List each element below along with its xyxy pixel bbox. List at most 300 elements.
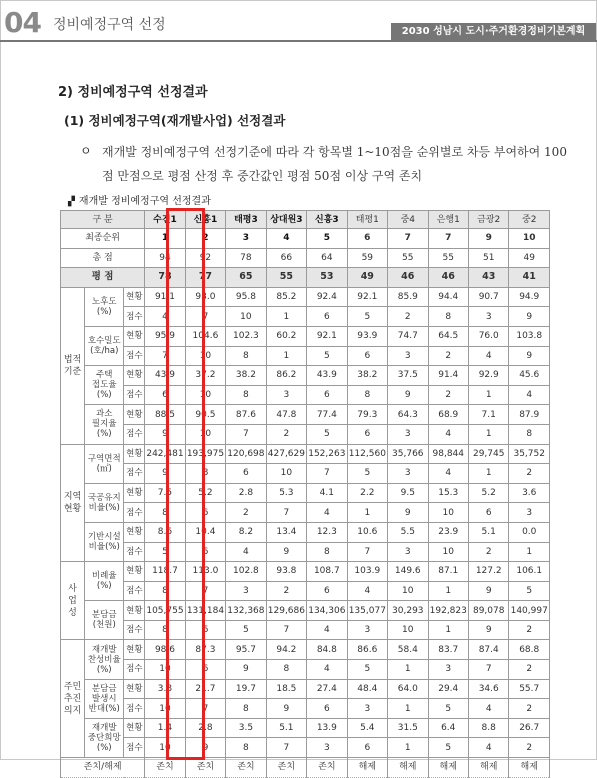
kind-label-cell: 현황 bbox=[124, 405, 145, 425]
table-cell: 1 bbox=[388, 738, 428, 758]
table-cell: 90.5 bbox=[185, 405, 225, 425]
table-cell: 3.6 bbox=[509, 483, 550, 503]
column-header-cell: 은행1 bbox=[428, 211, 468, 229]
table-cell: 5 bbox=[307, 229, 347, 249]
table-cell: 7 bbox=[388, 229, 428, 249]
table-cell: 9 bbox=[509, 346, 550, 366]
table-cell: 87.4 bbox=[468, 640, 508, 660]
table-cell: 77.4 bbox=[307, 405, 347, 425]
table-cell: 92.1 bbox=[307, 326, 347, 346]
table-cell: 2.8 bbox=[185, 718, 225, 738]
table-caption bbox=[68, 195, 211, 209]
table-cell: 8 bbox=[145, 620, 185, 640]
table-row bbox=[61, 620, 550, 640]
table-cell: 9 bbox=[145, 464, 185, 484]
table-cell: 6 bbox=[226, 464, 266, 484]
rank-row-label: 최종순위 bbox=[61, 229, 145, 249]
table-cell: 8.8 bbox=[468, 718, 508, 738]
column-header-cell: 신흥1 bbox=[185, 211, 225, 229]
item-label-cell: 재개발 찬성비율 (%) bbox=[85, 640, 124, 679]
item-label-cell: 재개발 중단희망 (%) bbox=[85, 718, 124, 757]
table-cell: 4 bbox=[307, 660, 347, 680]
table-cell: 6 bbox=[468, 503, 508, 523]
column-header-cell: 태평1 bbox=[347, 211, 387, 229]
table-cell: 3 bbox=[226, 229, 266, 249]
kind-label-cell: 점수 bbox=[124, 660, 145, 680]
kind-label-cell: 현황 bbox=[124, 718, 145, 738]
table-cell: 6.4 bbox=[428, 718, 468, 738]
table-cell: 4 bbox=[428, 424, 468, 444]
kind-label-cell: 현황 bbox=[124, 483, 145, 503]
table-cell: 106.1 bbox=[509, 562, 550, 582]
table-cell: 존치 bbox=[266, 758, 306, 778]
table-cell: 3 bbox=[388, 424, 428, 444]
table-cell: 6 bbox=[185, 503, 225, 523]
table-cell: 3 bbox=[388, 346, 428, 366]
table-cell: 1 bbox=[468, 464, 508, 484]
table-cell: 3 bbox=[428, 660, 468, 680]
table-cell: 7 bbox=[185, 699, 225, 719]
kind-label-cell: 점수 bbox=[124, 385, 145, 405]
table-cell: 8 bbox=[145, 503, 185, 523]
group-label-cell: 지역 현황 bbox=[61, 444, 85, 562]
table-cell: 6 bbox=[307, 385, 347, 405]
table-cell: 8 bbox=[145, 581, 185, 601]
table-cell: 76.0 bbox=[468, 326, 508, 346]
table-cell: 88.5 bbox=[145, 405, 185, 425]
table-cell: 10 bbox=[428, 542, 468, 562]
table-cell: 9 bbox=[266, 699, 306, 719]
table-cell: 21.7 bbox=[185, 679, 225, 699]
table-cell: 2.2 bbox=[347, 483, 387, 503]
table-cell: 7 bbox=[266, 620, 306, 640]
kind-label-cell: 현황 bbox=[124, 640, 145, 660]
table-cell: 55 bbox=[266, 268, 306, 288]
table-cell: 129,686 bbox=[266, 601, 306, 621]
table-cell: 6 bbox=[185, 620, 225, 640]
table-cell: 5 bbox=[307, 424, 347, 444]
table-cell: 10 bbox=[145, 738, 185, 758]
table-cell: 30,293 bbox=[388, 601, 428, 621]
table-cell: 34.6 bbox=[468, 679, 508, 699]
table-cell: 127.2 bbox=[468, 562, 508, 582]
score-total-row bbox=[61, 248, 550, 268]
table-cell: 37.5 bbox=[388, 366, 428, 386]
table-cell: 3 bbox=[266, 385, 306, 405]
table-cell: 38.2 bbox=[226, 366, 266, 386]
table-cell: 7.1 bbox=[468, 405, 508, 425]
table-cell: 10 bbox=[428, 503, 468, 523]
column-header-cell: 상대원3 bbox=[266, 211, 306, 229]
table-cell: 87.6 bbox=[226, 405, 266, 425]
table-cell: 193,975 bbox=[185, 444, 225, 464]
table-cell: 132,368 bbox=[226, 601, 266, 621]
column-header-cell: 태평3 bbox=[226, 211, 266, 229]
table-cell: 9 bbox=[145, 424, 185, 444]
table-row bbox=[61, 660, 550, 680]
table-cell: 10 bbox=[226, 307, 266, 327]
table-cell: 92 bbox=[185, 248, 225, 268]
table-cell: 10 bbox=[388, 620, 428, 640]
table-cell: 64.5 bbox=[428, 326, 468, 346]
table-cell: 2.8 bbox=[226, 483, 266, 503]
table-cell: 2 bbox=[509, 660, 550, 680]
table-cell: 5 bbox=[145, 542, 185, 562]
table-cell: 38.2 bbox=[347, 366, 387, 386]
table-cell: 8 bbox=[428, 307, 468, 327]
kind-label-cell: 현황 bbox=[124, 601, 145, 621]
table-cell: 1 bbox=[266, 307, 306, 327]
table-cell: 55.7 bbox=[509, 679, 550, 699]
kind-label-cell: 현황 bbox=[124, 562, 145, 582]
table-row bbox=[61, 483, 550, 503]
table-cell: 47.8 bbox=[266, 405, 306, 425]
table-cell: 6 bbox=[307, 581, 347, 601]
table-cell: 79.3 bbox=[347, 405, 387, 425]
table-cell: 1 bbox=[266, 346, 306, 366]
item-label-cell: 과소 필지율 (%) bbox=[85, 405, 124, 444]
table-cell: 102.8 bbox=[226, 562, 266, 582]
table-cell: 8 bbox=[226, 346, 266, 366]
table-cell: 존치 bbox=[307, 758, 347, 778]
table-cell: 8 bbox=[347, 385, 387, 405]
table-cell: 35,752 bbox=[509, 444, 550, 464]
table-cell: 8 bbox=[307, 542, 347, 562]
table-cell: 4 bbox=[226, 542, 266, 562]
table-cell: 105,755 bbox=[145, 601, 185, 621]
table-cell: 4 bbox=[468, 346, 508, 366]
table-cell: 2 bbox=[428, 385, 468, 405]
item-label-cell: 국공유지 비율(%) bbox=[85, 483, 124, 522]
table-cell: 3 bbox=[388, 542, 428, 562]
table-cell: 존치 bbox=[145, 758, 185, 778]
table-cell: 7 bbox=[468, 660, 508, 680]
table-row bbox=[61, 346, 550, 366]
table-cell: 19.7 bbox=[226, 679, 266, 699]
table-cell: 58.4 bbox=[388, 640, 428, 660]
table-row bbox=[61, 307, 550, 327]
group-label-cell: 사 업 성 bbox=[61, 562, 85, 640]
table-cell: 4 bbox=[347, 581, 387, 601]
item-label-cell: 분담금 발생시 반대(%) bbox=[85, 679, 124, 718]
table-row bbox=[61, 444, 550, 464]
table-cell: 존치 bbox=[226, 758, 266, 778]
corner-label-cell: 구 분 bbox=[61, 211, 145, 229]
table-cell: 108.7 bbox=[307, 562, 347, 582]
table-cell: 1 bbox=[347, 503, 387, 523]
table-cell: 51 bbox=[468, 248, 508, 268]
table-cell: 9 bbox=[388, 503, 428, 523]
table-cell: 87.1 bbox=[428, 562, 468, 582]
table-cell: 13.9 bbox=[307, 718, 347, 738]
kind-label-cell: 점수 bbox=[124, 699, 145, 719]
table-cell: 93.0 bbox=[185, 287, 225, 307]
table-cell: 해제 bbox=[347, 758, 387, 778]
table-cell: 2 bbox=[185, 229, 225, 249]
table-cell: 6 bbox=[347, 738, 387, 758]
table-cell: 2 bbox=[509, 620, 550, 640]
table-cell: 94.9 bbox=[509, 287, 550, 307]
table-cell: 10 bbox=[145, 660, 185, 680]
table-cell: 87.3 bbox=[185, 640, 225, 660]
table-cell: 7 bbox=[185, 307, 225, 327]
table-cell: 85.2 bbox=[266, 287, 306, 307]
table-row bbox=[61, 385, 550, 405]
table-cell: 4 bbox=[307, 503, 347, 523]
table-cell: 해제 bbox=[509, 758, 550, 778]
table-cell: 103.9 bbox=[347, 562, 387, 582]
table-row bbox=[61, 738, 550, 758]
item-label-cell: 분담금 (천원) bbox=[85, 601, 124, 640]
table-cell: 68.9 bbox=[428, 405, 468, 425]
table-cell: 0.0 bbox=[509, 522, 550, 542]
column-header-cell: 금광2 bbox=[468, 211, 508, 229]
table-cell: 103.8 bbox=[509, 326, 550, 346]
table-cell: 86.2 bbox=[266, 366, 306, 386]
column-header-cell: 수진1 bbox=[145, 211, 185, 229]
table-cell: 6 bbox=[185, 660, 225, 680]
table-cell: 7.5 bbox=[145, 483, 185, 503]
table-cell: 9.5 bbox=[388, 483, 428, 503]
table-cell: 37.2 bbox=[185, 366, 225, 386]
table-cell: 43.9 bbox=[307, 366, 347, 386]
column-header-cell: 중4 bbox=[388, 211, 428, 229]
table-cell: 13.4 bbox=[266, 522, 306, 542]
rating-row-label: 평 점 bbox=[61, 268, 145, 288]
table-cell: 120,698 bbox=[226, 444, 266, 464]
rating-row bbox=[61, 268, 550, 288]
score-total-row-label: 총 점 bbox=[61, 248, 145, 268]
table-cell: 64.0 bbox=[388, 679, 428, 699]
table-cell: 1.4 bbox=[145, 718, 185, 738]
item-label-cell: 기반시설 비율(%) bbox=[85, 522, 124, 561]
table-cell: 5.4 bbox=[347, 718, 387, 738]
table-cell: 2 bbox=[428, 346, 468, 366]
table-cell: 8 bbox=[226, 385, 266, 405]
table-cell: 85.9 bbox=[388, 287, 428, 307]
item-label-cell: 호수밀도 (호/ha) bbox=[85, 326, 124, 365]
table-cell: 5 bbox=[428, 738, 468, 758]
table-cell: 192,823 bbox=[428, 601, 468, 621]
table-row bbox=[61, 366, 550, 386]
table-cell: 5.2 bbox=[185, 483, 225, 503]
table-cell: 10.4 bbox=[185, 522, 225, 542]
table-row bbox=[61, 326, 550, 346]
table-cell: 2 bbox=[226, 503, 266, 523]
table-cell: 8 bbox=[226, 738, 266, 758]
table-cell: 89,078 bbox=[468, 601, 508, 621]
table-cell: 7 bbox=[145, 346, 185, 366]
table-header-row bbox=[61, 211, 550, 229]
table-cell: 118.7 bbox=[145, 562, 185, 582]
table-cell: 93.8 bbox=[266, 562, 306, 582]
table-cell: 1 bbox=[468, 385, 508, 405]
table-cell: 5.5 bbox=[388, 522, 428, 542]
table-cell: 3 bbox=[509, 503, 550, 523]
table-cell: 41 bbox=[509, 268, 550, 288]
caption-marker-icon: ▞ bbox=[68, 197, 75, 207]
table-cell: 77 bbox=[185, 268, 225, 288]
table-cell: 2 bbox=[509, 699, 550, 719]
table-cell: 98,844 bbox=[428, 444, 468, 464]
table-cell: 49 bbox=[509, 248, 550, 268]
table-cell: 48.4 bbox=[347, 679, 387, 699]
table-cell: 134,306 bbox=[307, 601, 347, 621]
chapter-title: 정비예정구역 선정 bbox=[53, 17, 166, 33]
table-cell: 4 bbox=[468, 738, 508, 758]
table-cell: 5 bbox=[307, 346, 347, 366]
kind-label-cell: 점수 bbox=[124, 542, 145, 562]
header-rule bbox=[0, 40, 597, 42]
table-cell: 9 bbox=[185, 738, 225, 758]
table-cell: 6 bbox=[145, 385, 185, 405]
table-row bbox=[61, 718, 550, 738]
table-cell: 140,997 bbox=[509, 601, 550, 621]
table-cell: 4 bbox=[509, 385, 550, 405]
table-cell: 1 bbox=[428, 581, 468, 601]
table-cell: 1 bbox=[388, 699, 428, 719]
table-cell: 87.9 bbox=[509, 405, 550, 425]
table-cell: 131,184 bbox=[185, 601, 225, 621]
table-cell: 1 bbox=[468, 424, 508, 444]
table-cell: 8.2 bbox=[226, 522, 266, 542]
table-cell: 9 bbox=[388, 385, 428, 405]
table-cell: 98.6 bbox=[145, 640, 185, 660]
table-cell: 10.6 bbox=[347, 522, 387, 542]
table-cell: 4 bbox=[307, 620, 347, 640]
table-cell: 5 bbox=[347, 464, 387, 484]
kind-label-cell: 현황 bbox=[124, 679, 145, 699]
table-cell: 84.8 bbox=[307, 640, 347, 660]
table-cell: 3 bbox=[388, 464, 428, 484]
result-row-label: 존치/해제 bbox=[61, 758, 145, 778]
table-cell: 91.1 bbox=[145, 287, 185, 307]
table-cell: 86.6 bbox=[347, 640, 387, 660]
kind-label-cell: 점수 bbox=[124, 424, 145, 444]
kind-label-cell: 현황 bbox=[124, 287, 145, 307]
table-cell: 9 bbox=[468, 229, 508, 249]
table-cell: 4 bbox=[266, 229, 306, 249]
table-cell: 4 bbox=[145, 307, 185, 327]
table-cell: 12.3 bbox=[307, 522, 347, 542]
table-cell: 7 bbox=[266, 503, 306, 523]
kind-label-cell: 점수 bbox=[124, 346, 145, 366]
table-row bbox=[61, 679, 550, 699]
table-cell: 45.6 bbox=[509, 366, 550, 386]
table-cell: 6 bbox=[347, 229, 387, 249]
table-cell: 26.7 bbox=[509, 718, 550, 738]
table-cell: 92.1 bbox=[347, 287, 387, 307]
table-cell: 92.9 bbox=[468, 366, 508, 386]
table-cell: 1 bbox=[388, 660, 428, 680]
table-cell: 55 bbox=[428, 248, 468, 268]
table-cell: 3 bbox=[226, 581, 266, 601]
table-cell: 10 bbox=[185, 346, 225, 366]
kind-label-cell: 점수 bbox=[124, 503, 145, 523]
table-cell: 1 bbox=[509, 542, 550, 562]
table-cell: 6 bbox=[307, 307, 347, 327]
table-row bbox=[61, 405, 550, 425]
table-cell: 53 bbox=[307, 268, 347, 288]
table-row bbox=[61, 503, 550, 523]
table-cell: 6 bbox=[185, 542, 225, 562]
item-label-cell: 주택 접도율 (%) bbox=[85, 366, 124, 405]
table-cell: 35,766 bbox=[388, 444, 428, 464]
table-cell: 29,745 bbox=[468, 444, 508, 464]
table-cell: 135,077 bbox=[347, 601, 387, 621]
table-cell: 7 bbox=[347, 542, 387, 562]
table-cell: 55 bbox=[388, 248, 428, 268]
chapter-number: 04 bbox=[4, 6, 41, 39]
group-label-cell: 주민 추진 의지 bbox=[61, 640, 85, 758]
table-cell: 7 bbox=[266, 738, 306, 758]
kind-label-cell: 현황 bbox=[124, 444, 145, 464]
table-cell: 59 bbox=[347, 248, 387, 268]
table-row bbox=[61, 542, 550, 562]
table-cell: 7 bbox=[185, 581, 225, 601]
table-cell: 94.2 bbox=[266, 640, 306, 660]
item-label-cell: 노후도 (%) bbox=[85, 287, 124, 326]
table-cell: 10 bbox=[266, 464, 306, 484]
table-cell: 7 bbox=[428, 229, 468, 249]
table-row bbox=[61, 287, 550, 307]
table-cell: 27.4 bbox=[307, 679, 347, 699]
table-cell: 427,629 bbox=[266, 444, 306, 464]
rank-row bbox=[61, 229, 550, 249]
table-cell: 1 bbox=[145, 229, 185, 249]
table-cell: 90.7 bbox=[468, 287, 508, 307]
table-cell: 68.8 bbox=[509, 640, 550, 660]
table-cell: 18.5 bbox=[266, 679, 306, 699]
table-row bbox=[61, 601, 550, 621]
table-cell: 113.0 bbox=[185, 562, 225, 582]
table-cell: 92.4 bbox=[307, 287, 347, 307]
table-cell: 9 bbox=[468, 620, 508, 640]
table-cell: 43.9 bbox=[145, 366, 185, 386]
table-row bbox=[61, 522, 550, 542]
table-cell: 7 bbox=[226, 424, 266, 444]
table-row bbox=[61, 699, 550, 719]
kind-label-cell: 현황 bbox=[124, 326, 145, 346]
table-cell: 8 bbox=[185, 464, 225, 484]
table-cell: 9 bbox=[509, 307, 550, 327]
column-header-cell: 중2 bbox=[509, 211, 550, 229]
table-cell: 6 bbox=[347, 346, 387, 366]
kind-label-cell: 점수 bbox=[124, 307, 145, 327]
table-cell: 15.3 bbox=[428, 483, 468, 503]
table-cell: 46 bbox=[428, 268, 468, 288]
table-cell: 9 bbox=[226, 660, 266, 680]
table-row bbox=[61, 424, 550, 444]
table-cell: 94 bbox=[145, 248, 185, 268]
table-cell: 8 bbox=[266, 660, 306, 680]
table-cell: 6 bbox=[347, 424, 387, 444]
table-cell: 49 bbox=[347, 268, 387, 288]
table-cell: 93.9 bbox=[347, 326, 387, 346]
table-cell: 95.7 bbox=[226, 640, 266, 660]
table-cell: 10 bbox=[509, 229, 550, 249]
table-cell: 2 bbox=[388, 307, 428, 327]
table-cell: 112,560 bbox=[347, 444, 387, 464]
table-cell: 60.2 bbox=[266, 326, 306, 346]
body-paragraph: 재개발 정비예정구역 선정기준에 따라 각 항목별 1~10점을 순위별로 차등 부여하여 100점 만점으로 평점 산정 후 중간값인 평점 50점 이상 구역 존치 bbox=[102, 145, 567, 183]
column-header-cell: 신흥3 bbox=[307, 211, 347, 229]
table-cell: 4 bbox=[468, 699, 508, 719]
table-cell: 43 bbox=[468, 268, 508, 288]
table-cell: 83.7 bbox=[428, 640, 468, 660]
table-cell: 3 bbox=[307, 738, 347, 758]
table-row bbox=[61, 581, 550, 601]
